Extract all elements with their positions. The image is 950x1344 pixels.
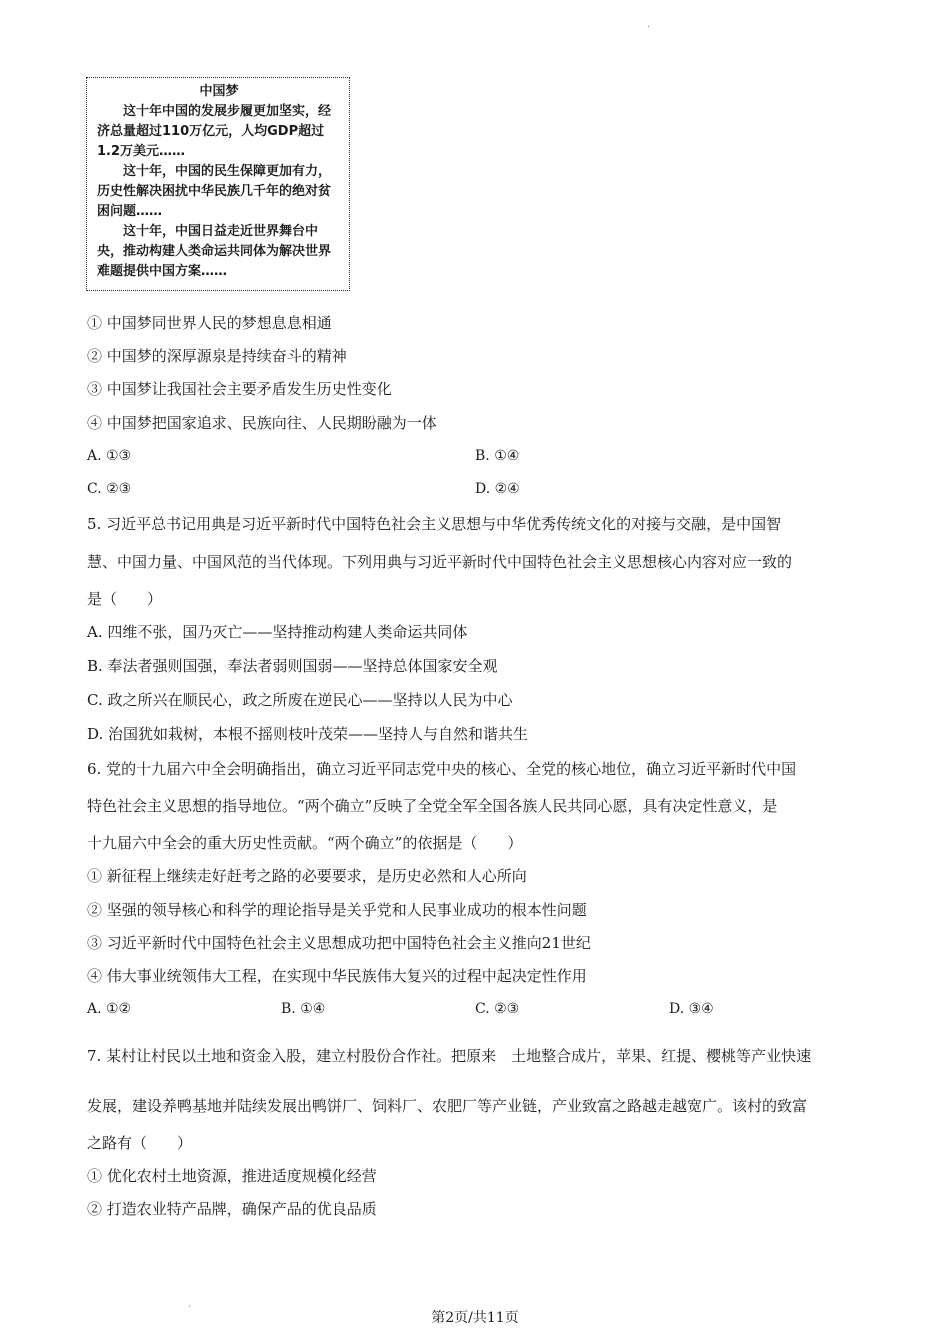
q6-option-b[interactable]: B. ①④: [281, 1001, 326, 1017]
q4-option-a[interactable]: A. ①③: [87, 448, 132, 464]
q7-stem-line: 之路有（ ）: [87, 1134, 193, 1152]
textbox-paragraph: 这十年，中国日益走近世界舞台中央，推动构建人类命运共同体为解决世界难题提供中国方案……: [97, 224, 332, 279]
q4-statement: ① 中国梦同世界人民的梦想息息相通: [87, 314, 332, 332]
q7-stem-line: 7. 某村让村民以土地和资金入股，建立村股份合作社。把原来 土地整合成片，苹果、红提、樱桃等产业快速: [87, 1047, 812, 1065]
textbox-paragraph: 这十年中国的发展步履更加坚实，经济总量超过110万亿元，人均GDP超过1.2万美元……: [97, 104, 332, 159]
q7-statement: ① 优化农村土地资源，推进适度规模化经营: [87, 1167, 377, 1185]
q5-option-a[interactable]: A. 四维不张，国乃灭亡——坚持推动构建人类命运共同体: [87, 623, 468, 641]
q4-option-c[interactable]: C. ②③: [87, 481, 132, 497]
q4-statement: ④ 中国梦把国家追求、民族向往、人民期盼融为一体: [87, 414, 437, 432]
q5-option-c[interactable]: C. 政之所兴在顺民心，政之所废在逆民心——坚持以人民为中心: [87, 691, 513, 709]
q6-statement: ① 新征程上继续走好赶考之路的必要要求，是历史必然和人心所向: [87, 867, 527, 885]
q4-statement: ③ 中国梦让我国社会主要矛盾发生历史性变化: [87, 380, 392, 398]
q6-option-c[interactable]: C. ②③: [475, 1001, 520, 1017]
q4-option-d[interactable]: D. ②④: [475, 481, 520, 497]
q5-stem-line: 是（ ）: [87, 590, 163, 608]
q4-statement: ② 中国梦的深厚源泉是持续奋斗的精神: [87, 347, 347, 365]
q6-stem-line: 特色社会主义思想的指导地位。“两个确立”反映了全党全军全国各族人民共同心愿，具有决定性意义，是: [87, 797, 778, 815]
chinese-dream-textbox: [86, 77, 350, 291]
q5-option-b[interactable]: B. 奉法者强则国强，奉法者弱则国弱——坚持总体国家安全观: [87, 657, 498, 675]
q6-option-a[interactable]: A. ①②: [87, 1001, 132, 1017]
page-number: 第2页/共11页: [431, 1310, 519, 1326]
q7-stem-line: 发展，建设养鸭基地并陆续发展出鸭饼厂、饲料厂、农肥厂等产业链，产业致富之路越走越宽广。该村的致富: [87, 1097, 808, 1115]
header-mark: .: [647, 19, 651, 30]
q6-option-d[interactable]: D. ③④: [669, 1001, 714, 1017]
textbox-title: 中国梦: [199, 84, 239, 99]
q6-statement: ④ 伟大事业统领伟大工程，在实现中华民族伟大复兴的过程中起决定性作用: [87, 967, 587, 985]
q4-option-b[interactable]: B. ①④: [475, 448, 520, 464]
q7-statement: ② 打造农业特产品牌，确保产品的优良品质: [87, 1200, 377, 1218]
q6-stem-line: 十九届六中全会的重大历史性贡献。“两个确立”的依据是（ ）: [87, 834, 523, 852]
footer-mark: .: [188, 1299, 192, 1310]
textbox-paragraph: 这十年，中国的民生保障更加有力，历史性解决困扰中华民族几千年的绝对贫困问题……: [97, 164, 332, 219]
q5-stem-line: 慧、中国力量、中国风范的当代体现。下列用典与习近平新时代中国特色社会主义思想核心内容对应一致的: [87, 553, 793, 571]
q6-stem-line: 6. 党的十九届六中全会明确指出，确立习近平同志党中央的核心、全党的核心地位，确立习近平新时代中国: [87, 760, 797, 778]
q6-statement: ③ 习近平新时代中国特色社会主义思想成功把中国特色社会主义推向21世纪: [87, 934, 591, 952]
q5-option-d[interactable]: D. 治国犹如栽树，本根不摇则枝叶茂荣——坚持人与自然和谐共生: [87, 725, 529, 743]
q5-stem-line: 5. 习近平总书记用典是习近平新时代中国特色社会主义思想与中华优秀传统文化的对接与交融，是中国智: [87, 515, 782, 533]
q6-statement: ② 坚强的领导核心和科学的理论指导是关乎党和人民事业成功的根本性问题: [87, 901, 587, 919]
